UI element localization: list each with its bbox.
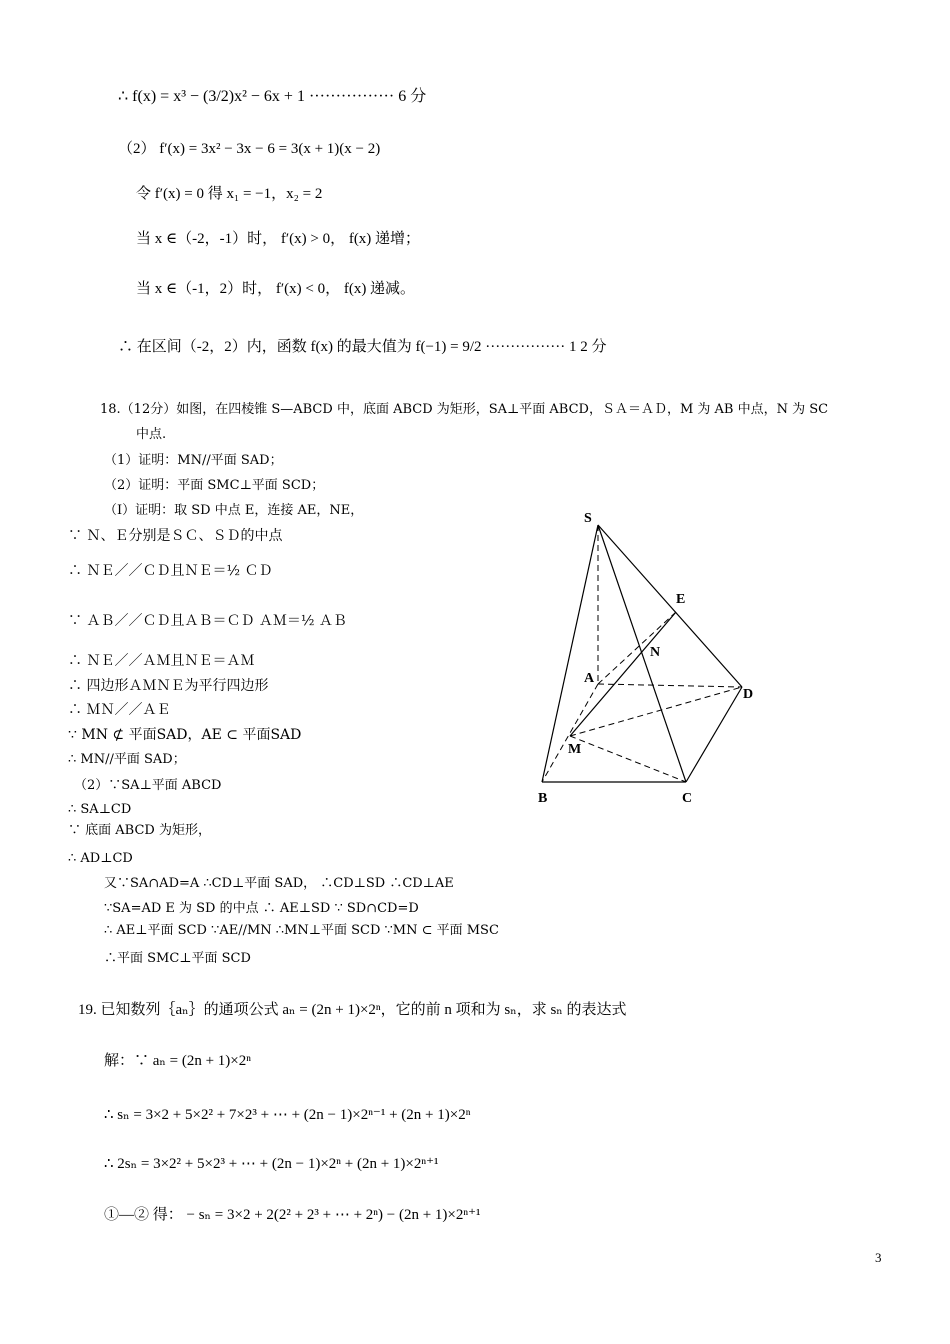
proof-line-02: ∵ Ｎ、Ｅ分别是ＳＣ、ＳＤ的中点: [68, 528, 283, 544]
label-d: D: [743, 687, 754, 702]
proof-line-08: ∵ MN ⊄ 平面SAD，AE ⊂ 平面SAD: [68, 727, 302, 743]
proof-line-13: ∴ AD⊥CD: [68, 851, 133, 866]
edge-ad: [598, 684, 742, 687]
segment-mc: [570, 736, 686, 782]
edge-sd: [598, 525, 742, 687]
line-02: （2） f′(x) = 3x² − 3x − 6 = 3(x + 1)(x − 2): [118, 141, 381, 157]
label-e: E: [676, 592, 686, 607]
page-number: 3: [875, 1250, 882, 1265]
line-06: ∴ 在区间（-2，2）内，函数 f(x) 的最大值为 f(−1) = 9/2 ················ 1 2 分: [118, 339, 607, 355]
problem-18-part2: （2）证明：平面 SMC⊥平面 SCD；: [104, 478, 325, 493]
line-03: 令 f′(x) = 0 得 x₁ = −1，x₂ = 2: [136, 186, 323, 202]
line-04: 当 x ∈（-2，-1）时， f′(x) > 0， f(x) 递增；: [136, 231, 421, 247]
label-s: S: [584, 511, 592, 526]
solution-19-line-02: ∴ sₙ = 3×2 + 5×2² + 7×2³ + ⋯ + (2n − 1)×2ⁿ⁻¹ + (2n + 1)×2ⁿ: [104, 1107, 471, 1123]
label-c: C: [682, 791, 693, 806]
edge-cd: [686, 687, 742, 782]
proof-line-11: ∴ SA⊥CD: [68, 802, 132, 817]
proof-line-09: ∴ MN//平面 SAD；: [68, 752, 186, 767]
proof-line-04: ∵ ＡＢ／／ＣＤ且ＡＢ＝ＣＤ ＡＭ＝½ ＡＢ: [68, 613, 347, 629]
problem-19-statement: 19. 已知数列｛aₙ｝的通项公式 aₙ = (2n + 1)×2ⁿ，它的前 n 项和为 sₙ，求 sₙ 的表达式: [78, 1002, 627, 1018]
proof-line-14: 又∵SA∩AD=A ∴CD⊥平面 SAD， ∴CD⊥SD ∴CD⊥AE: [104, 876, 454, 891]
proof-line-10: （2）∵SA⊥平面 ABCD: [74, 778, 222, 793]
problem-18-statement: 18.（12分）如图，在四棱锥 S—ABCD 中，底面 ABCD 为矩形，SA⊥平面 ABCD，ＳＡ＝ＡＤ，M 为 AB 中点，N 为 SC: [100, 402, 829, 417]
solution-19-line-01: 解：∵ aₙ = (2n + 1)×2ⁿ: [104, 1053, 251, 1069]
proof-line-12: ∵ 底面 ABCD 为矩形，: [68, 823, 211, 838]
label-n: N: [650, 645, 661, 660]
label-m: M: [568, 742, 582, 757]
label-b: B: [538, 791, 548, 806]
label-a: A: [584, 671, 595, 686]
proof-line-15: ∵SA=AD E 为 SD 的中点 ∴ AE⊥SD ∵ SD∩CD=D: [104, 901, 419, 916]
problem-18-statement-cont: 中点.: [136, 427, 167, 442]
pyramid-figure: [520, 500, 780, 820]
solution-19-line-03: ∴ 2sₙ = 3×2² + 5×2³ + ⋯ + (2n − 1)×2ⁿ + (2n + 1)×2ⁿ⁺¹: [104, 1156, 439, 1172]
proof-line-01: （I）证明：取 SD 中点 E，连接 AE，NE，: [104, 503, 364, 518]
line-01: ∴ f(x) = x³ − (3/2)x² − 6x + 1 ················ 6 分: [118, 88, 427, 105]
proof-line-07: ∴ ＭＮ／／ＡＥ: [68, 702, 171, 718]
edge-sc: [598, 525, 686, 782]
proof-line-03: ∴ ＮＥ／／ＣＤ且ＮＥ＝½ ＣＤ: [68, 563, 273, 579]
problem-18-part1: （1）证明：MN//平面 SAD；: [104, 453, 283, 468]
proof-line-16: ∴ AE⊥平面 SCD ∵AE//MN ∴MN⊥平面 SCD ∵MN ⊂ 平面 MSC: [104, 923, 499, 938]
edge-ab: [542, 684, 598, 782]
solution-19-line-04: ①—② 得： − sₙ = 3×2 + 2(2² + 2³ + ⋯ + 2ⁿ) − (2n + 1)×2ⁿ⁺¹: [104, 1207, 481, 1223]
line-05: 当 x ∈（-1，2）时， f′(x) < 0， f(x) 递减。: [136, 281, 416, 297]
proof-line-06: ∴ 四边形ＡＭＮＥ为平行四边形: [68, 678, 269, 694]
proof-line-05: ∴ ＮＥ／／ＡＭ且ＮＥ＝ＡＭ: [68, 653, 255, 669]
segment-ae: [598, 612, 676, 684]
proof-line-17: ∴平面 SMC⊥平面 SCD: [104, 951, 251, 966]
